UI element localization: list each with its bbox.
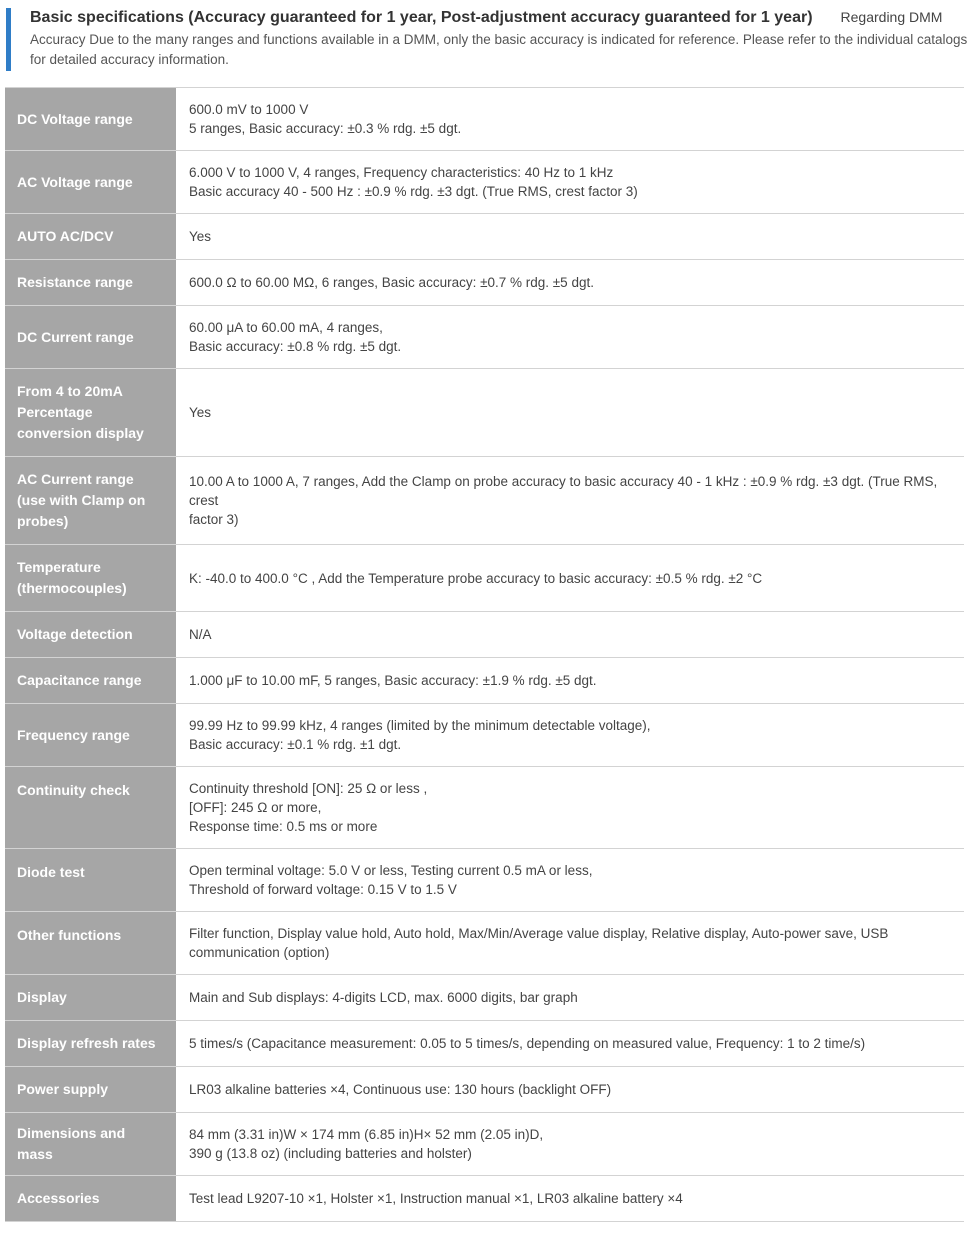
spec-label-line: Dimensions and (17, 1125, 126, 1141)
spec-value (176, 1067, 964, 1113)
page-title: Basic specifications (Accuracy guaranteed for 1 year, Post-adjustment accuracy guaranteed for 1 year) (30, 9, 813, 26)
spec-value-line: Yes (189, 405, 212, 420)
spec-row (5, 704, 964, 767)
spec-value (176, 912, 964, 975)
accuracy-description (30, 30, 971, 70)
spec-label-line: Voltage detection (17, 626, 133, 642)
spec-label (5, 260, 176, 306)
spec-row (5, 1176, 964, 1222)
spec-label-line: Capacitance range (17, 672, 142, 688)
spec-value (176, 214, 964, 260)
spec-row (5, 1021, 964, 1067)
spec-row (5, 658, 964, 704)
spec-label (5, 1021, 176, 1067)
spec-row (5, 88, 964, 151)
spec-label (5, 912, 176, 975)
spec-value-line: Test lead L9207-10 ×1, Holster ×1, Instruction manual ×1, LR03 alkaline battery ×4 (189, 1191, 683, 1206)
spec-label (5, 658, 176, 704)
spec-value (176, 612, 964, 658)
spec-label-line: (use with Clamp on (17, 492, 146, 508)
spec-label-line: AC Current range (17, 471, 134, 487)
spec-label-line: Power supply (17, 1081, 109, 1097)
spec-value-line: Continuity threshold [ON]: 25 Ω or less , (189, 781, 428, 796)
spec-label (5, 1113, 176, 1176)
spec-value (176, 369, 964, 457)
spec-row (5, 975, 964, 1021)
spec-label (5, 975, 176, 1021)
spec-label (5, 612, 176, 658)
spec-value-line: 5 ranges, Basic accuracy: ±0.3 % rdg. ±5 dgt. (189, 121, 462, 136)
spec-label-line: Continuity check (17, 782, 130, 798)
spec-row (5, 457, 964, 545)
spec-value-line: Basic accuracy 40 - 500 Hz : ±0.9 % rdg. ±3 dgt. (True RMS, crest factor 3) (189, 184, 638, 199)
spec-header (6, 8, 971, 71)
spec-value (176, 260, 964, 306)
spec-value-line: Filter function, Display value hold, Auto hold, Max/Min/Average value display, Relative display, Auto-power save, USB (189, 926, 889, 941)
spec-label (5, 767, 176, 849)
spec-row (5, 306, 964, 369)
spec-value-line: 10.00 A to 1000 A, 7 ranges, Add the Clamp on probe accuracy to basic accuracy 40 - 1 kHz : ±0.9 % rdg. ±3 dgt. (True RMS, crest (189, 474, 938, 508)
spec-label (5, 306, 176, 369)
spec-label-line: (thermocouples) (17, 580, 127, 596)
spec-value-line: Yes (189, 229, 212, 244)
spec-value (176, 457, 964, 545)
spec-label-line: Display (17, 989, 67, 1005)
spec-label-line: AC Voltage range (17, 173, 133, 190)
spec-value (176, 849, 964, 912)
spec-value-line: 390 g (13.8 oz) (including batteries and holster) (189, 1146, 472, 1161)
spec-label-line: conversion display (17, 425, 144, 441)
spec-label-line: Display refresh rates (17, 1035, 156, 1051)
spec-label (5, 457, 176, 545)
spec-value-line: Open terminal voltage: 5.0 V or less, Testing current 0.5 mA or less, (189, 863, 593, 878)
spec-value-line: 600.0 Ω to 60.00 MΩ, 6 ranges, Basic accuracy: ±0.7 % rdg. ±5 dgt. (189, 275, 594, 290)
spec-value-line: N/A (189, 627, 212, 642)
spec-value (176, 1021, 964, 1067)
spec-value (176, 545, 964, 612)
spec-value (176, 1176, 964, 1222)
spec-label-line: From 4 to 20mA (17, 383, 123, 399)
spec-label-line: Resistance range (17, 274, 133, 290)
spec-label-line: Other functions (17, 927, 122, 943)
spec-label (5, 704, 176, 767)
spec-label (5, 214, 176, 260)
spec-value-line: LR03 alkaline batteries ×4, Continuous use: 130 hours (backlight OFF) (189, 1082, 612, 1097)
spec-row (5, 767, 964, 849)
spec-value-line: 60.00 μA to 60.00 mA, 4 ranges, (189, 320, 383, 335)
description-line: for detailed accuracy information. (30, 52, 229, 67)
spec-value-line: 84 mm (3.31 in)W × 174 mm (6.85 in)H× 52 mm (2.05 in)D, (189, 1127, 544, 1142)
spec-label (5, 369, 176, 457)
spec-value-line: K: -40.0 to 400.0 °C , Add the Temperature probe accuracy to basic accuracy: ±0.5 % rdg. ±2 °C (189, 570, 763, 586)
spec-value-line: factor 3) (189, 512, 239, 527)
spec-value (176, 306, 964, 369)
spec-label (5, 545, 176, 612)
description-line: Accuracy Due to the many ranges and functions available in a DMM, only the basic accuracy is indicated for reference. Please refer to the individual catalogs (30, 32, 968, 47)
spec-value-line: 6.000 V to 1000 V, 4 ranges, Frequency characteristics: 40 Hz to 1 kHz (189, 165, 614, 180)
spec-value-line: Main and Sub displays: 4-digits LCD, max. 6000 digits, bar graph (189, 990, 578, 1005)
spec-label-line: Accessories (17, 1190, 100, 1206)
spec-value (176, 88, 964, 151)
spec-row (5, 214, 964, 260)
spec-label-line: DC Voltage range (17, 110, 133, 127)
regarding-dmm-label: Regarding DMM (840, 9, 943, 25)
spec-value (176, 1113, 964, 1176)
spec-label-line: DC Current range (17, 328, 134, 345)
spec-value-line: 600.0 mV to 1000 V (189, 102, 309, 117)
spec-value-line: 5 times/s (Capacitance measurement: 0.05 to 5 times/s, depending on measured value, Frequency: 1 to 2 time/s) (189, 1036, 866, 1051)
spec-value-line: Basic accuracy: ±0.8 % rdg. ±5 dgt. (189, 339, 402, 354)
spec-label (5, 849, 176, 912)
spec-label-line: mass (17, 1146, 53, 1162)
spec-value-line: Basic accuracy: ±0.1 % rdg. ±1 dgt. (189, 737, 402, 752)
spec-row (5, 545, 964, 612)
spec-row (5, 612, 964, 658)
spec-table (5, 87, 964, 1222)
spec-label (5, 1176, 176, 1222)
spec-value-line: Response time: 0.5 ms or more (189, 819, 378, 834)
spec-value (176, 767, 964, 849)
spec-value (176, 658, 964, 704)
spec-label (5, 88, 176, 151)
spec-row (5, 151, 964, 214)
spec-value-line: communication (option) (189, 945, 330, 960)
spec-value-line: 1.000 μF to 10.00 mF, 5 ranges, Basic accuracy: ±1.9 % rdg. ±5 dgt. (189, 673, 597, 688)
spec-label-line: Diode test (17, 864, 85, 880)
spec-row (5, 260, 964, 306)
spec-value-line: Threshold of forward voltage: 0.15 V to 1.5 V (189, 882, 457, 897)
spec-row (5, 849, 964, 912)
spec-value-line: [OFF]: 245 Ω or more, (189, 800, 322, 815)
spec-row (5, 1113, 964, 1176)
spec-row (5, 369, 964, 457)
spec-label (5, 151, 176, 214)
spec-label-line: Temperature (17, 559, 101, 575)
spec-value (176, 151, 964, 214)
spec-label-line: probes) (17, 513, 69, 529)
spec-row (5, 1067, 964, 1113)
spec-value-line: 99.99 Hz to 99.99 kHz, 4 ranges (limited by the minimum detectable voltage), (189, 718, 651, 733)
spec-row (5, 912, 964, 975)
spec-value (176, 975, 964, 1021)
spec-label (5, 1067, 176, 1113)
spec-table-body (5, 88, 964, 1222)
spec-label-line: AUTO AC/DCV (17, 228, 114, 244)
spec-label-line: Percentage (17, 404, 93, 420)
title-line (30, 8, 971, 27)
spec-label-line: Frequency range (17, 726, 130, 743)
spec-value (176, 704, 964, 767)
